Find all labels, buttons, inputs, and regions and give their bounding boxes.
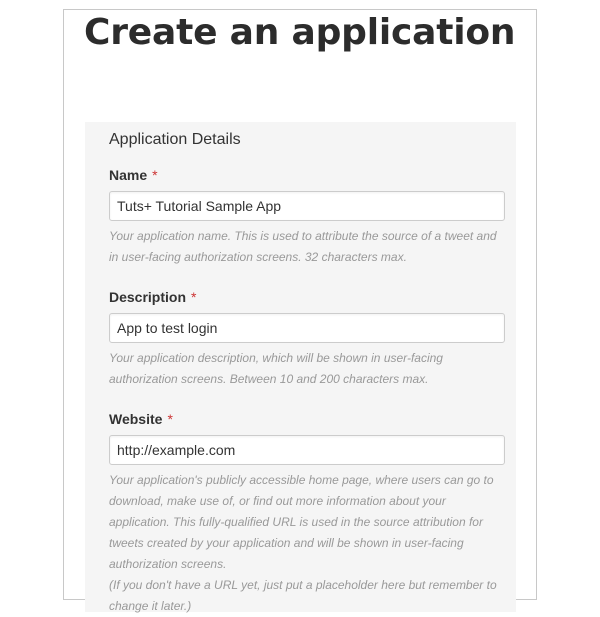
description-input[interactable]: [109, 313, 505, 343]
website-label-text: Website: [109, 411, 163, 427]
website-label: [109, 411, 505, 427]
website-required-marker: *: [167, 411, 173, 427]
description-required-marker: *: [191, 289, 197, 305]
name-help-text: Your application name. This is used to attribute the source of a tweet and in user-facing authorization screens. 32 characters max.: [109, 229, 497, 264]
section-title: Application Details: [109, 131, 241, 148]
website-help-description: Your application's publicly accessible home page, where users can go to download, make use of, or find out more information about your application. This fully-qualified URL is used in the source attribution for tweets created by your application and will be shown in user-facing authorization screens.: [109, 473, 494, 571]
description-field-group: [109, 289, 505, 390]
name-field-group: [109, 167, 505, 268]
description-help-text: Your application description, which will be shown in user-facing authorization screens. Between 10 and 200 characters max.: [109, 351, 443, 386]
website-help-note: (If you don't have a URL yet, just put a placeholder here but remember to change it later.): [109, 578, 497, 613]
description-label-text: Description: [109, 289, 187, 305]
website-help-text: [109, 470, 505, 617]
description-label: [109, 289, 505, 305]
application-details-panel: [85, 122, 516, 612]
name-label-text: Name: [109, 167, 148, 183]
website-field-group: [109, 411, 505, 617]
page-title: Create an application: [84, 12, 516, 53]
name-label: [109, 167, 505, 183]
name-required-marker: *: [152, 167, 158, 183]
name-input[interactable]: [109, 191, 505, 221]
website-input[interactable]: [109, 435, 505, 465]
screenshot-frame: [63, 9, 537, 613]
